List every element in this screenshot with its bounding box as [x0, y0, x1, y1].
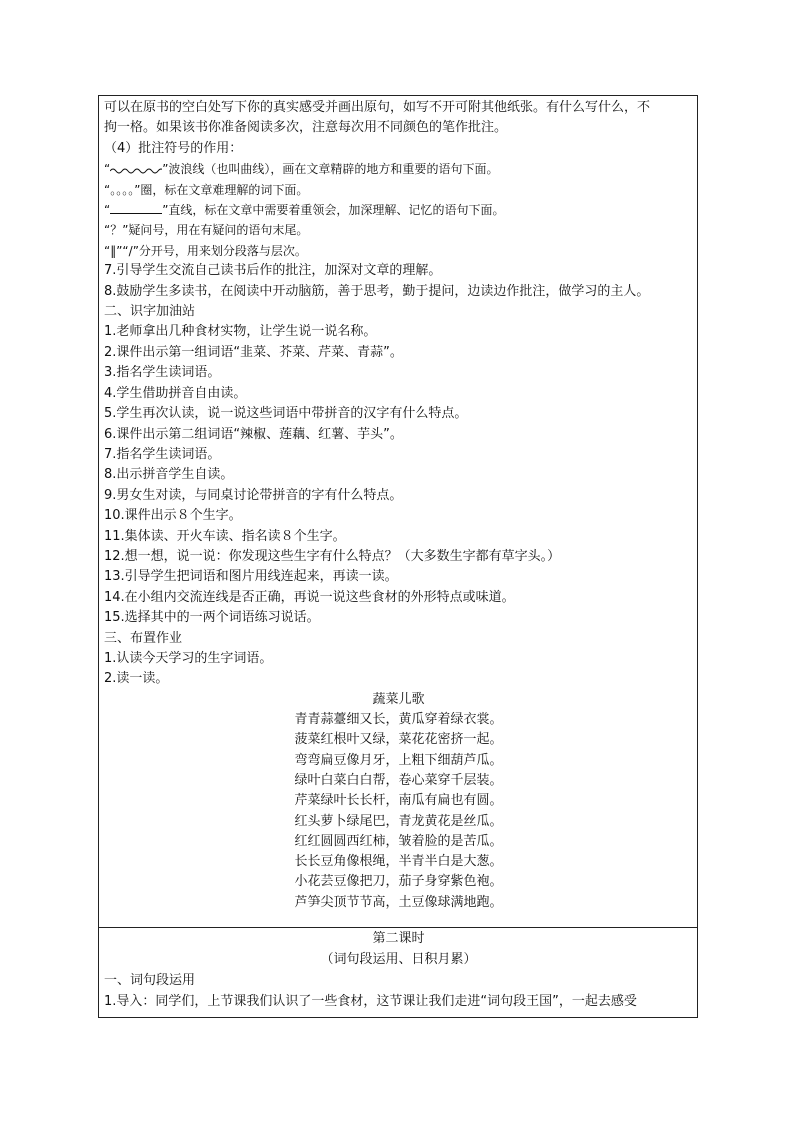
- poem-line: 红头萝卜绿尾巴，青龙黄花是丝瓜。: [294, 813, 503, 829]
- step-line: 1.导入：同学们，上节课我们认识了一些食材，这节课让我们走进“词句段王国”，一起去感受: [104, 994, 637, 1009]
- lesson-title: 第二课时: [372, 931, 425, 946]
- step-line: 8.出示拼音学生自读。: [104, 467, 234, 483]
- text-line: （4）批注符号的作用：: [104, 140, 243, 156]
- lesson-plan-table: [98, 95, 698, 1018]
- poem-line: 小花芸豆像把刀，茄子身穿紫色袍。: [294, 874, 503, 890]
- poem-line: 芹菜绿叶长长杆，南瓜有扁也有圆。: [294, 793, 503, 809]
- step-line: 12.想一想，说一说：你发现这些生字有什么特点？（大多数生字都有草字头。）: [104, 548, 561, 564]
- symbol-question-line: “？”疑问号，用在有疑问的语句末尾。: [104, 223, 309, 238]
- step-line: 8.鼓励学生多读书，在阅读中开动脑筋，善于思考，勤于提问，边读边作批注，做学习的主人。: [104, 283, 650, 299]
- step-line: 2.课件出示第一组词语“韭菜、芥菜、芹菜、青蒜”。: [104, 344, 403, 360]
- text-line: 拘一格。如果该书你准备阅读多次，注意每次用不同颜色的笔作批注。: [104, 120, 508, 136]
- symbol-circles-line: “。。。。”圈，标在文章难理解的词下面。: [104, 182, 309, 197]
- poem-line: 芦笋尖顶节节高，土豆像球满地跑。: [294, 894, 503, 910]
- second-lesson-cell: [99, 927, 697, 1017]
- text-line: 可以在原书的空白处写下你的真实感受并画出原句，如写不开可附其他纸张。有什么写什么，不: [104, 100, 651, 115]
- step-line: 1.认读今天学习的生字词语。: [104, 650, 273, 666]
- lesson-subtitle: （词句段运用、日积月累）: [320, 952, 477, 967]
- poem-line: 红红圆圆西红柿，皱着脸的是苦瓜。: [294, 833, 503, 849]
- wavy-underline-icon: [110, 165, 162, 175]
- step-line: 9.男女生对读，与同桌讨论带拼音的字有什么特点。: [104, 487, 403, 503]
- section-heading: 二、识字加油站: [104, 304, 196, 320]
- step-line: 4.学生借助拼音自由读。: [104, 385, 247, 401]
- step-line: 15.选择其中的一两个词语练习说话。: [104, 610, 320, 626]
- step-line: 13.引导学生把词语和图片用线连起来，再读一读。: [104, 569, 398, 585]
- poem-line: 菠菜红根叶又绿，菜花花密挤一起。: [294, 732, 503, 748]
- step-line: 7.引导学生交流自己读书后作的批注，加深对文章的理解。: [104, 263, 442, 279]
- symbol-straight-line: “ ”直线，标在文章中需要着重领会，加深理解、记忆的语句下面。: [104, 203, 505, 218]
- section-heading: 三、布置作业: [104, 630, 183, 646]
- poem-line: 长长豆角像根绳，半青半白是大葱。: [294, 854, 503, 870]
- step-line: 10.课件出示８个生字。: [104, 508, 242, 524]
- poem-line: 弯弯扁豆像月牙，上粗下细葫芦瓜。: [294, 752, 503, 768]
- step-line: 14.在小组内交流连线是否正确，再说一说这些食材的外形特点或味道。: [104, 589, 515, 605]
- poem-title: 蔬菜儿歌: [372, 691, 425, 707]
- poem-line: 绿叶白菜白白帮，卷心菜穿千层装。: [294, 772, 503, 788]
- straight-underline-icon: [110, 201, 162, 214]
- step-line: 1.老师拿出几种食材实物，让学生说一说名称。: [104, 324, 377, 340]
- step-line: 11.集体读、开火车读、指名读８个生字。: [104, 528, 346, 544]
- section-heading: 一、词句段运用: [104, 973, 196, 988]
- step-line: 2.读一读。: [104, 671, 169, 687]
- poem-line: 青青蒜薹细又长，黄瓜穿着绿衣裳。: [294, 712, 503, 728]
- poem: [104, 690, 693, 913]
- step-line: 5.学生再次认读，说一说这些词语中带拼音的汉字有什么特点。: [104, 406, 468, 422]
- lesson-content-cell: [99, 96, 697, 927]
- symbol-wavy-line: “ ”波浪线（也叫曲线），画在文章精辟的地方和重要的语句下面。: [104, 162, 499, 177]
- step-line: 6.课件出示第二组词语“辣椒、莲藕、红薯、芋头”。: [104, 426, 403, 442]
- symbol-divider-line: “‖”“/”分开号，用来划分段落与层次。: [104, 243, 307, 258]
- step-line: 7.指名学生读词语。: [104, 446, 221, 462]
- step-line: 3.指名学生读词语。: [104, 365, 221, 381]
